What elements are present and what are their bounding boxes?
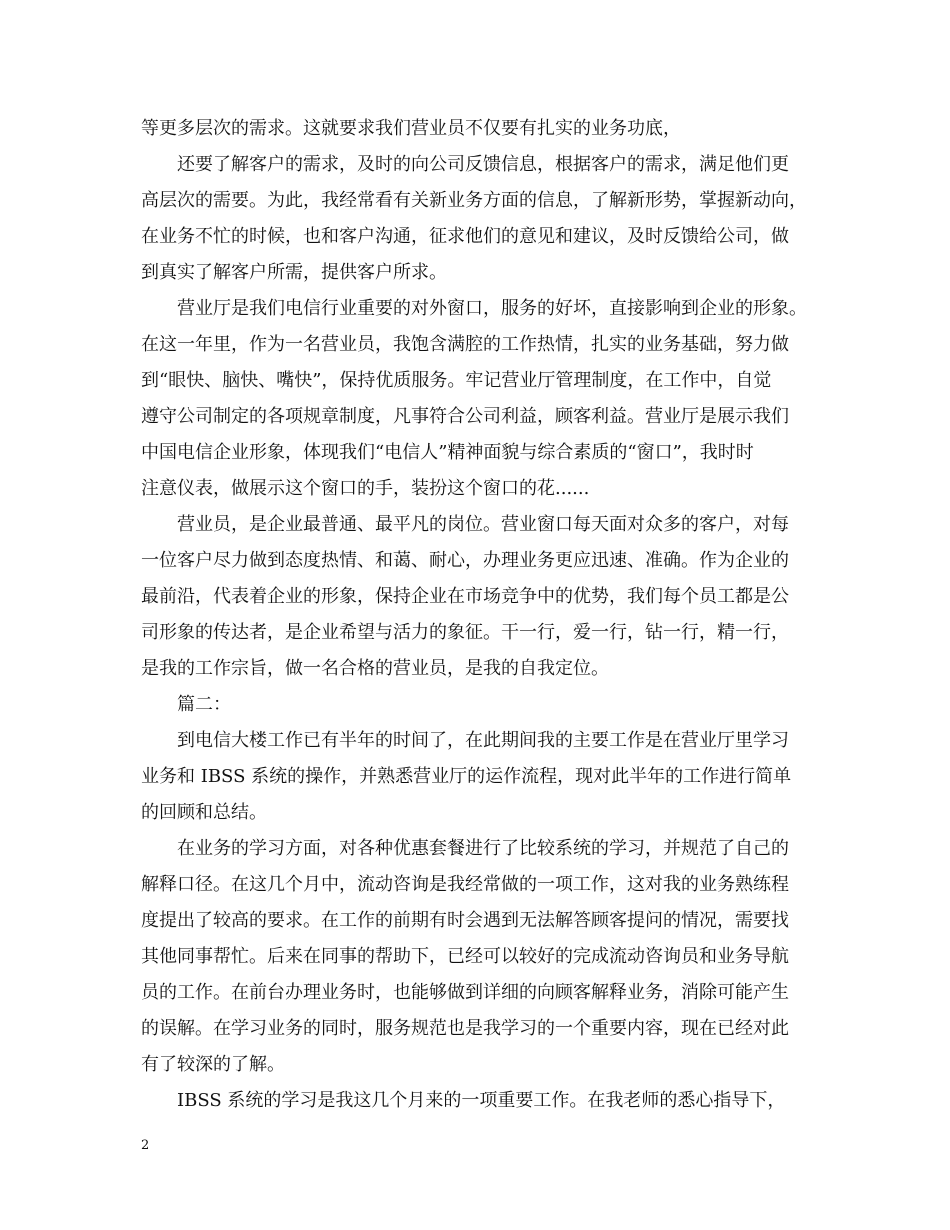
text-line: 解释口径。在这几个月中，流动咨询是我经常做的一项工作，这对我的业务熟练程 [141,874,789,895]
text-line: 业务和 IBSS 系统的操作，并熟悉营业厅的运作流程，现对此半年的工作进行简单 [141,766,792,787]
text-line: 的回顾和总结。 [141,802,267,823]
text-line: 司形象的传达者，是企业希望与活力的象征。干一行，爱一行，钻一行，精一行， [141,622,789,643]
text-line: 高层次的需要。为此，我经常看有关新业务方面的信息，了解新形势，掌握新动向， [141,190,807,211]
paragraph-first-line: 到电信大楼工作已有半年的时间了，在此期间我的主要工作是在营业厅里学习 [177,730,789,751]
text-line: 在这一年里，作为一名营业员，我饱含满腔的工作热情，扎实的业务基础，努力做 [141,334,789,355]
text-line: 等更多层次的需求。这就要求我们营业员不仅要有扎实的业务功底， [141,118,681,139]
text-line: 一位客户尽力做到态度热情、和蔼、耐心，办理业务更应迅速、准确。作为企业的 [141,550,789,571]
text-line: 最前沿，代表着企业的形象，保持企业在市场竞争中的优势，我们每个员工都是公 [141,586,789,607]
text-line: 其他同事帮忙。后来在同事的帮助下，已经可以较好的完成流动咨询员和业务导航 [141,946,789,967]
text-line: 遵守公司制定的各项规章制度，凡事符合公司利益，顾客利益。营业厅是展示我们 [141,406,789,427]
page-number: 2 [141,1138,150,1153]
paragraph-first-line: 营业厅是我们电信行业重要的对外窗口，服务的好坏，直接影响到企业的形象。 [177,298,807,319]
paragraph-first-line: 在业务的学习方面，对各种优惠套餐进行了比较系统的学习，并规范了自己的 [177,838,789,859]
paragraph-first-line: IBSS 系统的学习是我这几个月来的一项重要工作。在我老师的悉心指导下， [177,1090,786,1111]
text-line: 在业务不忙的时候，也和客户沟通，征求他们的意见和建议，及时反馈给公司，做 [141,226,789,247]
text-line: 员的工作。在前台办理业务时，也能够做到详细的向顾客解释业务，消除可能产生 [141,982,789,1003]
text-line: 到“眼快、脑快、嘴快”，保持优质服务。牢记营业厅管理制度，在工作中，自觉 [141,370,772,391]
paragraph-first-line: 营业员，是企业最普通、最平凡的岗位。营业窗口每天面对众多的客户，对每 [177,514,789,535]
text-line: 注意仪表，做展示这个窗口的手，装扮这个窗口的花...... [141,478,590,499]
text-line: 的误解。在学习业务的同时，服务规范也是我学习的一个重要内容，现在已经对此 [141,1018,789,1039]
paragraph-first-line: 还要了解客户的需求，及时的向公司反馈信息，根据客户的需求，满足他们更 [177,154,789,175]
section-heading: 篇二： [177,694,231,715]
text-line: 有了较深的了解。 [141,1054,285,1075]
text-line: 中国电信企业形象，体现我们“电信人”精神面貌与综合素质的“窗口”，我时时 [141,442,754,463]
text-line: 到真实了解客户所需，提供客户所求。 [141,262,447,283]
text-line: 是我的工作宗旨，做一名合格的营业员，是我的自我定位。 [141,658,609,679]
text-line: 度提出了较高的要求。在工作的前期有时会遇到无法解答顾客提问的情况，需要找 [141,910,789,931]
